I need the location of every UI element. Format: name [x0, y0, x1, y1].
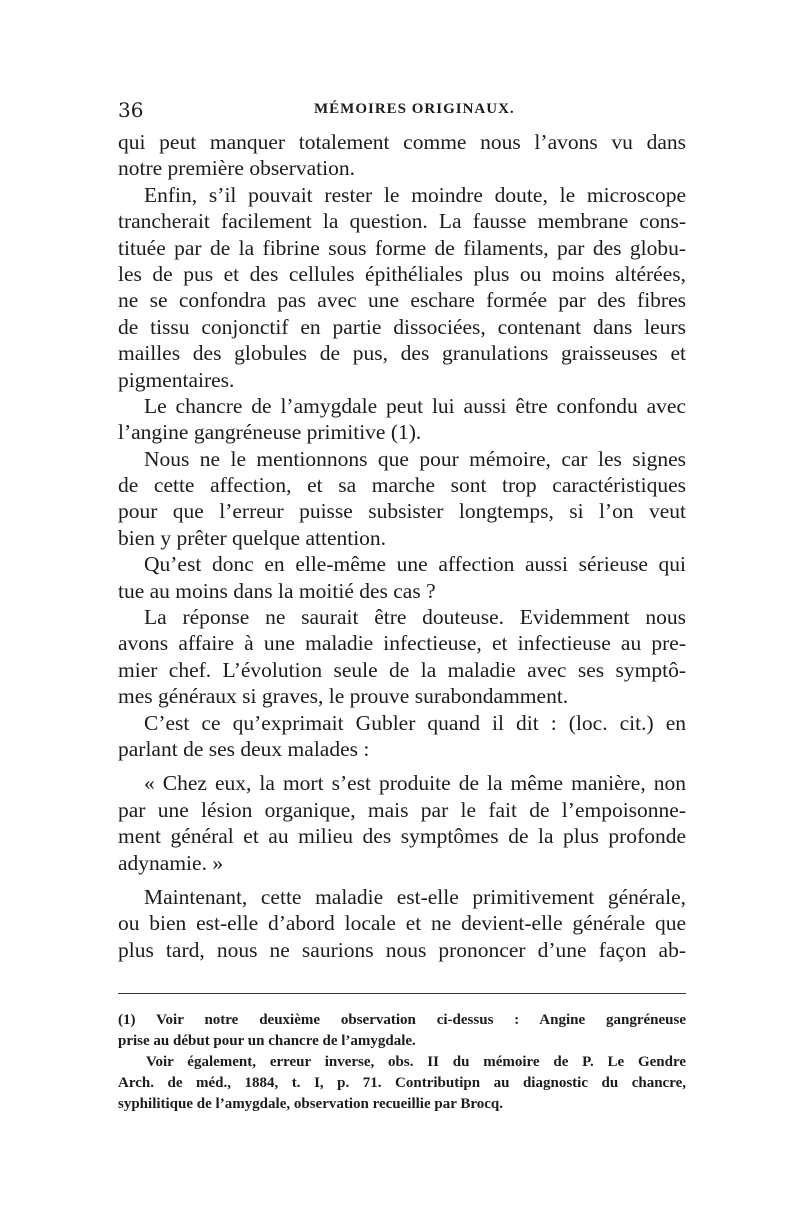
paragraph — [118, 393, 686, 446]
footnote — [118, 1052, 686, 1115]
text-line: « Chez eux, la mort s’est produite de la même manière, non — [144, 771, 686, 796]
spacer — [118, 876, 686, 884]
text-line: adynamie. » — [118, 850, 224, 875]
paragraph — [118, 551, 686, 604]
footnote-line: (1) Voir notre deuxième observation ci-dessus : Angine gangréneuse — [118, 1012, 686, 1028]
text-line: par une lésion organique, mais par le fait de l’empoisonne- — [118, 797, 686, 822]
paragraph — [118, 604, 686, 710]
paragraph — [118, 129, 686, 182]
text-line: tue au moins dans la moitié des cas ? — [118, 578, 436, 603]
text-line: C’est ce qu’exprimait Gubler quand il dit : (loc. cit.) en — [144, 710, 686, 735]
footnote-line: prise au début pour un chancre de l’amygdale. — [118, 1033, 416, 1049]
text-line: parlant de ses deux malades : — [118, 736, 370, 761]
paragraph — [118, 710, 686, 763]
text-line: de tissu conjonctif en partie dissociées, contenant dans leurs — [118, 314, 686, 339]
text-line: de cette affection, et sa marche sont trop caractéristiques — [118, 473, 686, 498]
paragraph — [118, 884, 686, 963]
text-line: plus tard, nous ne saurions nous prononcer d’une façon ab- — [118, 937, 686, 962]
text-line: avons affaire à une maladie infectieuse, et infectieuse au pre- — [118, 631, 686, 656]
text-line: qui peut manquer totalement comme nous l’avons vu dans — [118, 130, 686, 154]
text-line: ou bien est-elle d’abord locale et ne devient-elle générale que — [118, 911, 686, 936]
text-line: Maintenant, cette maladie est-elle primitivement générale, — [144, 884, 686, 909]
footnote-line: Voir également, erreur inverse, obs. II du mémoire de P. Le Gendre — [146, 1054, 686, 1070]
text-line: notre première observation. — [118, 156, 356, 181]
text-line: La réponse ne saurait être douteuse. Evidemment nous — [144, 605, 686, 630]
text-line: bien y prêter quelque attention. — [118, 525, 387, 550]
text-line: Le chancre de l’amygdale peut lui aussi être confondu avec — [144, 393, 686, 418]
text-line: Qu’est donc en elle-même une affection aussi sérieuse qui — [144, 552, 686, 577]
text-line: trancherait facilement la question. La fausse membrane cons- — [118, 209, 686, 234]
text-line: pigmentaires. — [118, 367, 235, 392]
text-line: mailles des globules de pus, des granulations graisseuses et — [118, 341, 686, 366]
spacer — [118, 762, 686, 770]
text-line: pour que l’erreur puisse subsister longtemps, si l’on veut — [118, 499, 686, 524]
text-line: l’angine gangréneuse primitive (1). — [118, 420, 422, 445]
footnote-line: syphilitique de l’amygdale, observation recueillie par Brocq. — [118, 1096, 504, 1112]
text-line: les de pus et des cellules épithéliales plus ou moins altérées, — [118, 261, 686, 286]
body-text — [118, 129, 686, 963]
footnote — [118, 1010, 686, 1052]
text-line: tituée par de la fibrine sous forme de filaments, par des globu- — [118, 235, 686, 260]
footnotes — [118, 1010, 686, 1115]
running-head: MÉMOIRES ORIGINAUX. — [314, 101, 515, 117]
paragraph — [118, 446, 686, 552]
text-line: mes généraux si graves, le prouve surabondamment. — [118, 684, 569, 709]
paragraph — [118, 182, 686, 393]
text-line: mier chef. L’évolution seule de la maladie avec ses symptô- — [118, 657, 686, 682]
footnote-rule — [118, 993, 686, 994]
text-line: Nous ne le mentionnons que pour mémoire, car les signes — [144, 446, 686, 471]
text-line: Enfin, s’il pouvait rester le moindre doute, le microscope — [144, 182, 686, 207]
footnote-line: Arch. de méd., 1884, t. I, p. 71. Contributipn au diagnostic du chancre, — [118, 1075, 686, 1091]
text-line: ment général et au milieu des symptômes de la plus profonde — [118, 824, 686, 849]
text-line: ne se confondra pas avec une eschare formée par des fibres — [118, 288, 686, 313]
page-header — [118, 98, 688, 122]
quotation — [118, 770, 686, 876]
page-number: 36 — [118, 98, 144, 122]
